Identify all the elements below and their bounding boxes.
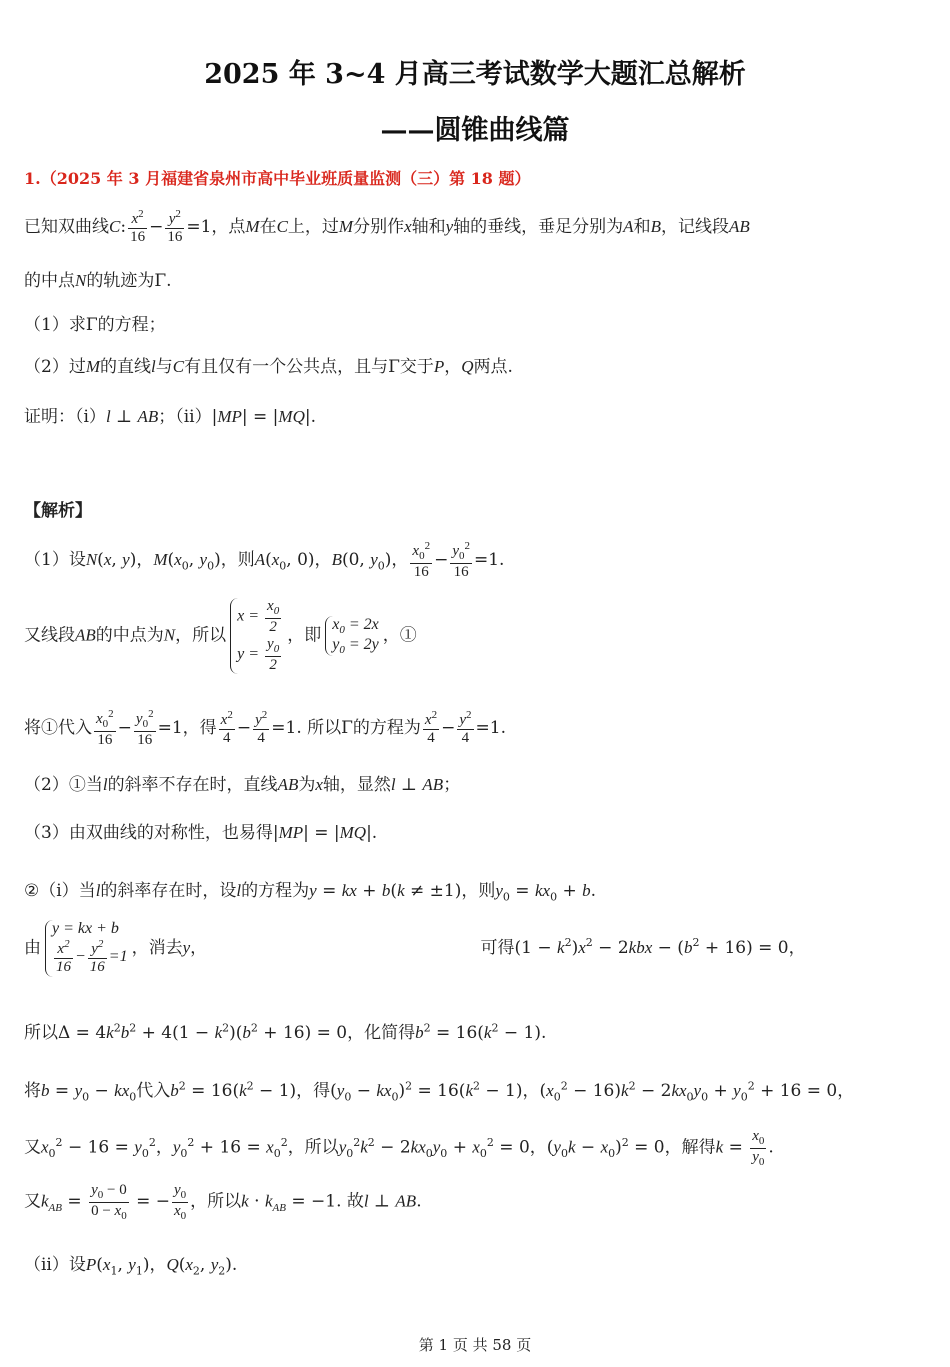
solution-line-7: 由 y = kx + b $\frac{x^2}{16}$ − $\frac{y^2}{16}$ =1 ，消去y， 可得$(1 - k^2)x^2 - 2kbx - (b^2 + 16) = 0$， [24,920,806,976]
page-footer: 第 1 页 共 58 页 [418,1336,532,1354]
page-title: 2025 年 3~4 月高三考试数学大题汇总解析 [204,59,746,90]
problem-prove: 证明：（i）l ⊥ AB；（ii）|MP| = |MQ|. [24,407,317,427]
problem-line-2: 的中点N的轨迹为Γ. [24,271,172,291]
question-heading: 1.（2025 年 3 月福建省泉州市高中毕业班质量监测（三）第 18 题） [24,169,531,188]
solution-line-1: （1）设N(x, y)，$M(x_0$, $y_0$)，则$A(x_0$, 0)，B(0, $y_0$)， $\frac{x_0^2}{16}$ − $\frac{y_0^2}{16}$ =1. [24,540,505,580]
solution-line-6: ②（i）当l的斜率存在时，设l的方程为y = kx + b(k ≠ ±1)，则$y_0 = kx_0 + b$. [24,881,597,904]
solution-line-3: 将①代入 $\frac{x_0^2}{16}$ − $\frac{y_0^2}{16}$ =1，得 $\frac{x^2}{4}$ − $\frac{y^2}{4}$ =1. 所以Γ的方程为 $\frac{x^2}{4}$ − $\frac{y^2}{4}$ =1. [24,708,506,748]
solution-line-10: 又$x_0^2 - 16 = y_0^2$，$y_0^2 + 16 = x_0^2$，所以$y_0^2k^2 - 2kx_0y_0 + x_0^2 = 0$，$(y_0k - x_0)^2 = 0$，解得k = $\frac{x_0}{y_0}$ . [24,1128,774,1168]
solution-line-5: （3）由双曲线的对称性，也易得|MP| = |MQ|. [24,823,378,843]
solution-line-12: （ii）设$P(x_1$, $y_1$)，$Q(x_2$, $y_2$). [24,1255,238,1278]
solution-line-2: 又线段AB的中点为N，所以 x = $\frac{x_0}{2}$ y = $\frac{y_0}{2}$ ，即 $x_0 = 2x$ $y_0 = 2y$ ，① [24,598,417,673]
solution-line-4: （2）①当l的斜率不存在时，直线AB为x轴，显然l ⊥ AB； [24,775,461,795]
solution-line-11: 又$k_{AB}$ = $\frac{y_0 - 0}{0 - x_0}$ = − $\frac{y_0}{x_0}$ ，所以$k \cdot k_{AB} = -1$. 故l ⊥ AB. [24,1182,422,1222]
page-subtitle: ——圆锥曲线篇 [380,115,570,146]
solution-heading: 【解析】 [24,501,92,521]
solution-line-8: 所以$\Delta = 4k^2b^2 + 4(1 - k^2)(b^2 + 16) = 0$，化简得$b^2 = 16(k^2 - 1)$. [24,1021,547,1043]
problem-part-1: （1）求Γ的方程； [24,315,166,335]
solution-line-9: 将$b = y_0 - kx_0$代入$b^2 = 16(k^2 - 1)$，得$(y_0 - kx_0)^2 = 16(k^2 - 1)$，$(x_0^2 - 16)k^2 - 2kx_0y_0 + y_0^2 + 16 = 0$， [24,1079,855,1104]
problem-part-2: （2）过M的直线l与C有且仅有一个公共点，且与Γ交于P，Q两点. [24,357,513,377]
problem-line-1: 已知双曲线C: $\frac{x^2}{16}$ − $\frac{y^2}{16}$ =1，点M在C上，过M分别作x轴和y轴的垂线，垂足分别为A和B，记线段AB [24,208,750,246]
